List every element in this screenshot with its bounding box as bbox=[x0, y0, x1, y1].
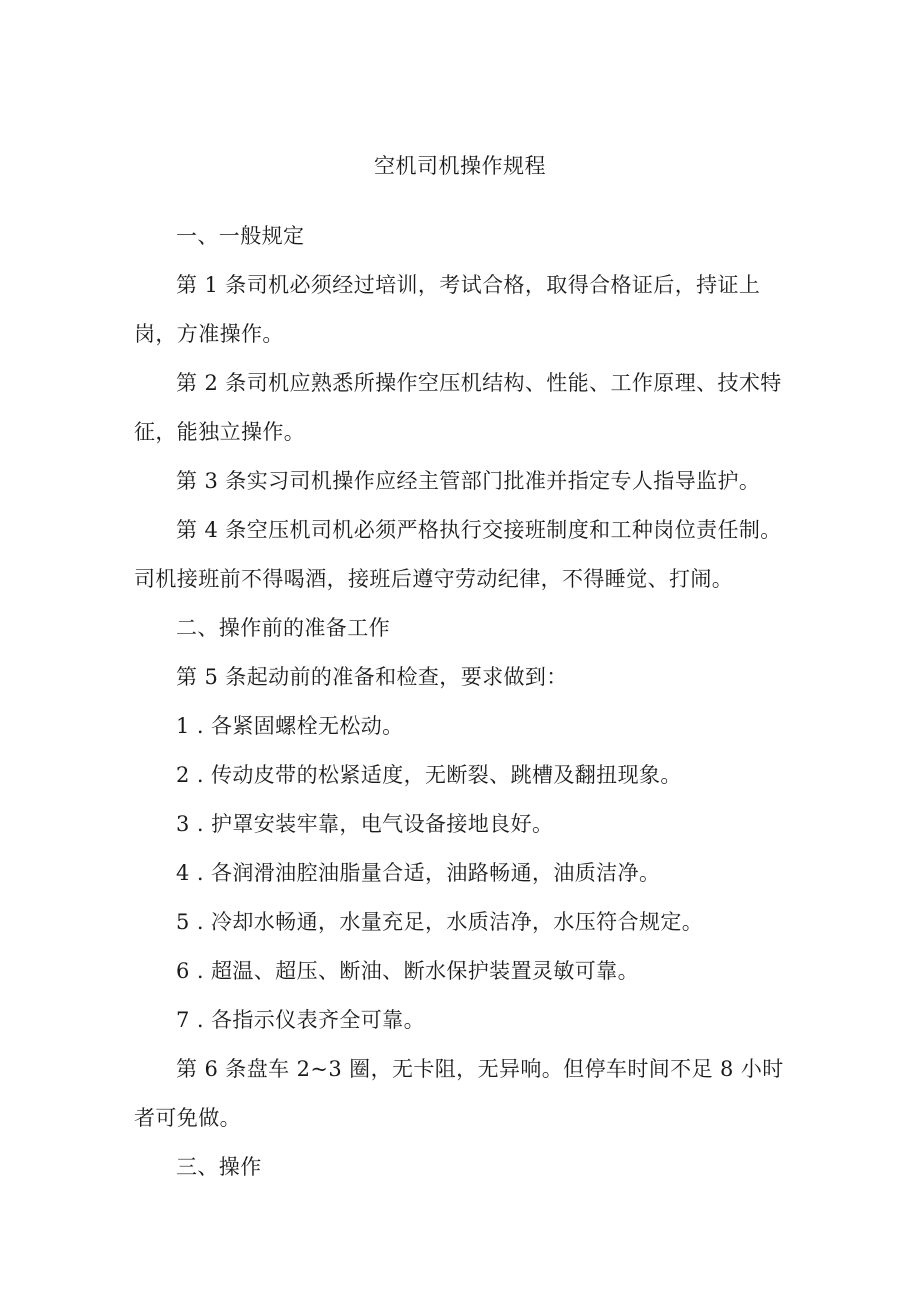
article-4: 第 4 条空压机司机必须严格执行交接班制度和工种岗位责任制。司机接班前不得喝酒，接班后遵守劳动纪律，不得睡觉、打闹。 bbox=[134, 518, 782, 591]
article-5: 第 5 条起动前的准备和检查，要求做到： bbox=[176, 665, 568, 689]
section-heading-operation: 三、操作 bbox=[176, 1155, 262, 1179]
document-body bbox=[134, 212, 794, 1192]
list-item: 1 . 各紧固螺栓无松动。 bbox=[176, 714, 404, 738]
section-heading-general: 一、一般规定 bbox=[176, 224, 305, 248]
list-item: 4 . 各润滑油腔油脂量合适，油路畅通，油质洁净。 bbox=[176, 861, 661, 885]
list-item: 7 . 各指示仪表齐全可靠。 bbox=[176, 1008, 425, 1032]
list-item: 6 . 超温、超压、断油、断水保护装置灵敏可靠。 bbox=[176, 959, 639, 983]
section-heading-preparation: 二、操作前的准备工作 bbox=[176, 616, 390, 640]
list-item: 2 . 传动皮带的松紧适度，无断裂、跳槽及翻扭现象。 bbox=[176, 763, 682, 787]
article-1: 第 1 条司机必须经过培训，考试合格，取得合格证后，持证上岗，方准操作。 bbox=[134, 273, 761, 346]
document-title: 空机司机操作规程 bbox=[374, 154, 546, 178]
list-item: 3 . 护罩安装牢靠，电气设备接地良好。 bbox=[176, 812, 554, 836]
article-3: 第 3 条实习司机操作应经主管部门批准并指定专人指导监护。 bbox=[176, 469, 761, 493]
article-6: 第 6 条盘车 2~3 圈，无卡阻，无异响。但停车时间不足 8 小时者可免做。 bbox=[134, 1057, 784, 1130]
list-item: 5 . 冷却水畅通，水量充足，水质洁净，水压符合规定。 bbox=[176, 910, 704, 934]
article-2: 第 2 条司机应熟悉所操作空压机结构、性能、工作原理、技术特征，能独立操作。 bbox=[134, 371, 782, 444]
